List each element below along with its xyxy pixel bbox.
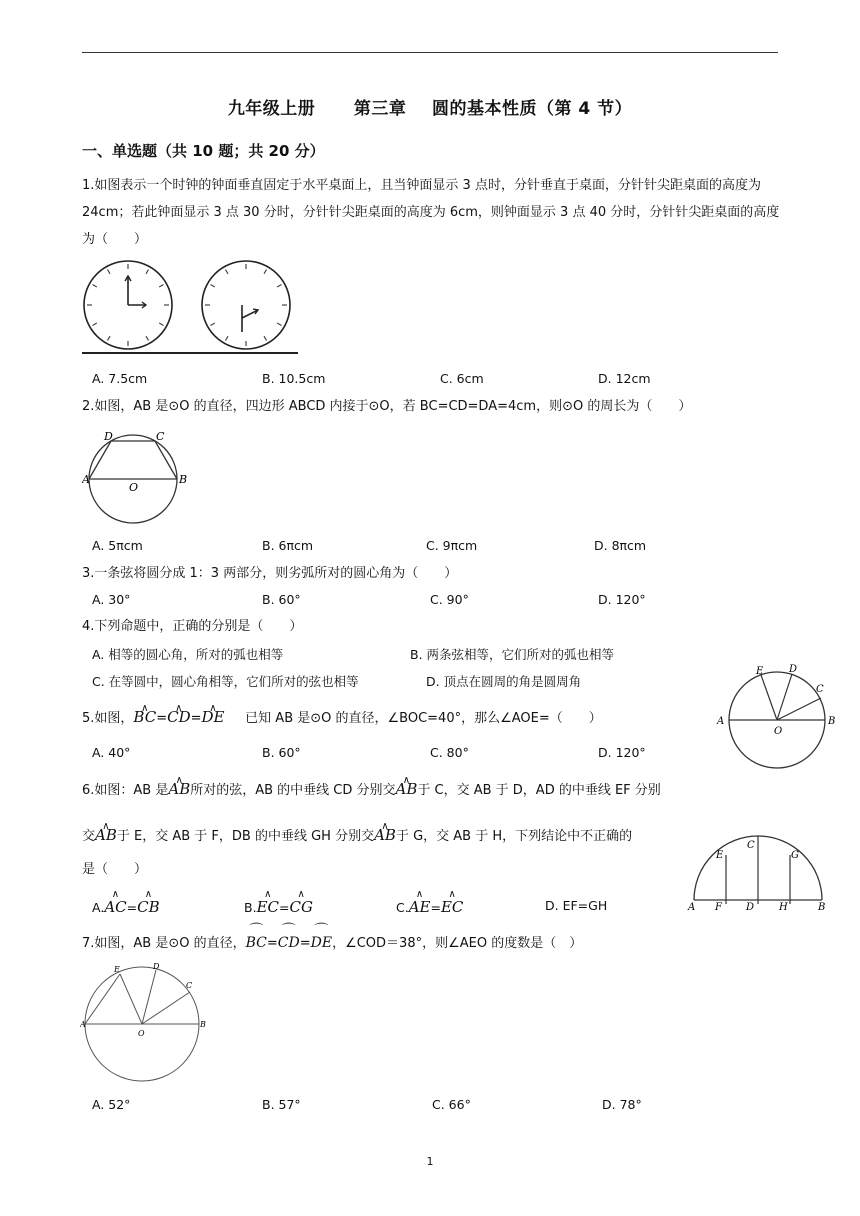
- q5-label-d: D: [789, 664, 798, 675]
- q5-option-a[interactable]: A. 40°: [92, 745, 131, 760]
- q5-option-d[interactable]: D. 120°: [598, 745, 646, 760]
- q7-option-c[interactable]: C. 66°: [432, 1097, 471, 1112]
- q2-label-b: B: [179, 473, 188, 486]
- arc-cd: ∧ CD: [167, 704, 191, 731]
- q6-label-e: E: [716, 850, 724, 861]
- q6-option-d[interactable]: D. EF=GH: [545, 898, 608, 913]
- q7-option-a[interactable]: A. 52°: [92, 1097, 131, 1112]
- q2-option-a[interactable]: A. 5πcm: [92, 538, 143, 553]
- q6-label-f: F: [715, 902, 722, 913]
- q6-option-a[interactable]: A.∧ AC=∧ CB: [92, 898, 160, 916]
- q1-option-d[interactable]: D. 12cm: [598, 371, 651, 386]
- q6-label-c: C: [747, 840, 755, 851]
- q2-figure: [82, 425, 192, 525]
- q5-label-a: A: [717, 716, 725, 727]
- section-heading: 一、单选题（共 10 题；共 20 分）: [82, 142, 325, 160]
- q2-label-c: C: [156, 430, 165, 443]
- q4-option-b[interactable]: B. 两条弦相等，它们所对的弧也相等: [410, 647, 615, 662]
- q6-option-b[interactable]: B.∧ EC=∧ CG: [244, 898, 313, 916]
- page-title: 九年级上册 第三章 圆的基本性质（第 4 节）: [227, 99, 633, 119]
- q5-label-b: B: [828, 716, 836, 727]
- q5-option-b[interactable]: B. 60°: [262, 745, 301, 760]
- question-1-text: 1.如图表示一个时钟的钟面垂直固定于水平桌面上，且当钟面显示 3 点时，分针垂直于桌面，分针针尖距桌面的高度为 24cm；若此钟面显示 3 点 30 分时，分针针尖距桌面的高度为 6cm，则钟面显示 3 点 40 分时，分针针尖距桌面的高度为（ ）: [82, 178, 780, 247]
- q4-option-d[interactable]: D. 顶点在圆周的角是圆周角: [426, 674, 582, 689]
- q6-label-g: G: [791, 850, 799, 861]
- question-2-text: 2.如图，AB 是⊙O 的直径，四边形 ABCD 内接于⊙O，若 BC=CD=DA=4cm，则⊙O 的周长为（ ）: [82, 399, 692, 414]
- q7-label-e: E: [114, 965, 120, 974]
- q2-option-d[interactable]: D. 8πcm: [594, 538, 647, 553]
- q5-option-c[interactable]: C. 80°: [430, 745, 469, 760]
- q7-label-o: O: [138, 1029, 145, 1038]
- q3-option-c[interactable]: C. 90°: [430, 592, 469, 607]
- q5-label-o: O: [774, 726, 783, 737]
- q4-option-c[interactable]: C. 在等圆中，圆心角相等，它们所对的弦也相等: [92, 674, 359, 689]
- q1-option-a[interactable]: A. 7.5cm: [92, 371, 148, 386]
- q7-option-b[interactable]: B. 57°: [262, 1097, 301, 1112]
- q3-option-b[interactable]: B. 60°: [262, 592, 301, 607]
- q5-label-e: E: [756, 666, 764, 677]
- q3-option-a[interactable]: A. 30°: [92, 592, 131, 607]
- q7-option-d[interactable]: D. 78°: [602, 1097, 642, 1112]
- header-rule: [82, 52, 778, 53]
- q7-label-b: B: [200, 1020, 206, 1029]
- q6-label-d: D: [746, 902, 755, 913]
- q1-option-c[interactable]: C. 6cm: [440, 371, 484, 386]
- page-number: 1: [426, 1155, 434, 1168]
- question-6-line-1: 6.如图：AB 是∧ AB所对的弦，AB 的中垂线 CD 分别交∧ AB于 C，交 AB 于 D，AD 的中垂线 EF 分别: [82, 776, 782, 804]
- question-6-line-2: 交∧ AB于 E，交 AB 于 F，DB 的中垂线 GH 分别交∧ AB于 G，交 AB 于 H，下列结论中不正确的: [82, 822, 782, 850]
- q6-figure: [684, 834, 832, 916]
- q7-label-c: C: [186, 981, 193, 990]
- q6-label-h: H: [779, 902, 788, 913]
- question-5-text: 5.如图，∧ BC=∧ CD=∧ DE 已知 AB 是⊙O 的直径，∠BOC=40°，那么∠AOE=（ ）: [82, 704, 782, 732]
- q7-label-a: A: [80, 1020, 86, 1029]
- arc-de: ∧ DE: [202, 704, 225, 731]
- clock-3-30: [202, 261, 290, 349]
- question-7-text: 7.如图，AB 是⊙O 的直径，⌒ BC=⌒ CD=⌒ DE，∠COD＝38°，则∠AEO 的度数是（ ）: [82, 930, 782, 957]
- q6-label-b: B: [818, 902, 826, 913]
- question-3-text: 3.一条弦将圆分成 1：3 两部分，则劣弧所对的圆心角为（ ）: [82, 566, 458, 581]
- q6-label-a: A: [688, 902, 696, 913]
- q2-option-b[interactable]: B. 6πcm: [262, 538, 314, 553]
- q7-figure: [80, 962, 210, 1082]
- clock-figures: [80, 258, 300, 358]
- q2-label-a: A: [82, 473, 90, 486]
- q7-label-d: D: [153, 962, 160, 971]
- q6-option-c[interactable]: C.∧ AE=∧ EC: [396, 898, 463, 916]
- q5-label-c: C: [816, 684, 824, 695]
- q1-option-b[interactable]: B. 10.5cm: [262, 371, 326, 386]
- q2-option-c[interactable]: C. 9πcm: [426, 538, 478, 553]
- q2-label-d: D: [104, 430, 113, 443]
- arc-bc: ∧ BC: [133, 704, 156, 731]
- q2-label-o: O: [129, 481, 139, 494]
- question-6-line-3: 是（ ）: [82, 862, 148, 877]
- q4-option-a[interactable]: A. 相等的圆心角，所对的弧也相等: [92, 647, 284, 662]
- question-4-text: 4.下列命题中，正确的分别是（ ）: [82, 619, 303, 634]
- q3-option-d[interactable]: D. 120°: [598, 592, 646, 607]
- clock-3-oclock: [84, 261, 172, 349]
